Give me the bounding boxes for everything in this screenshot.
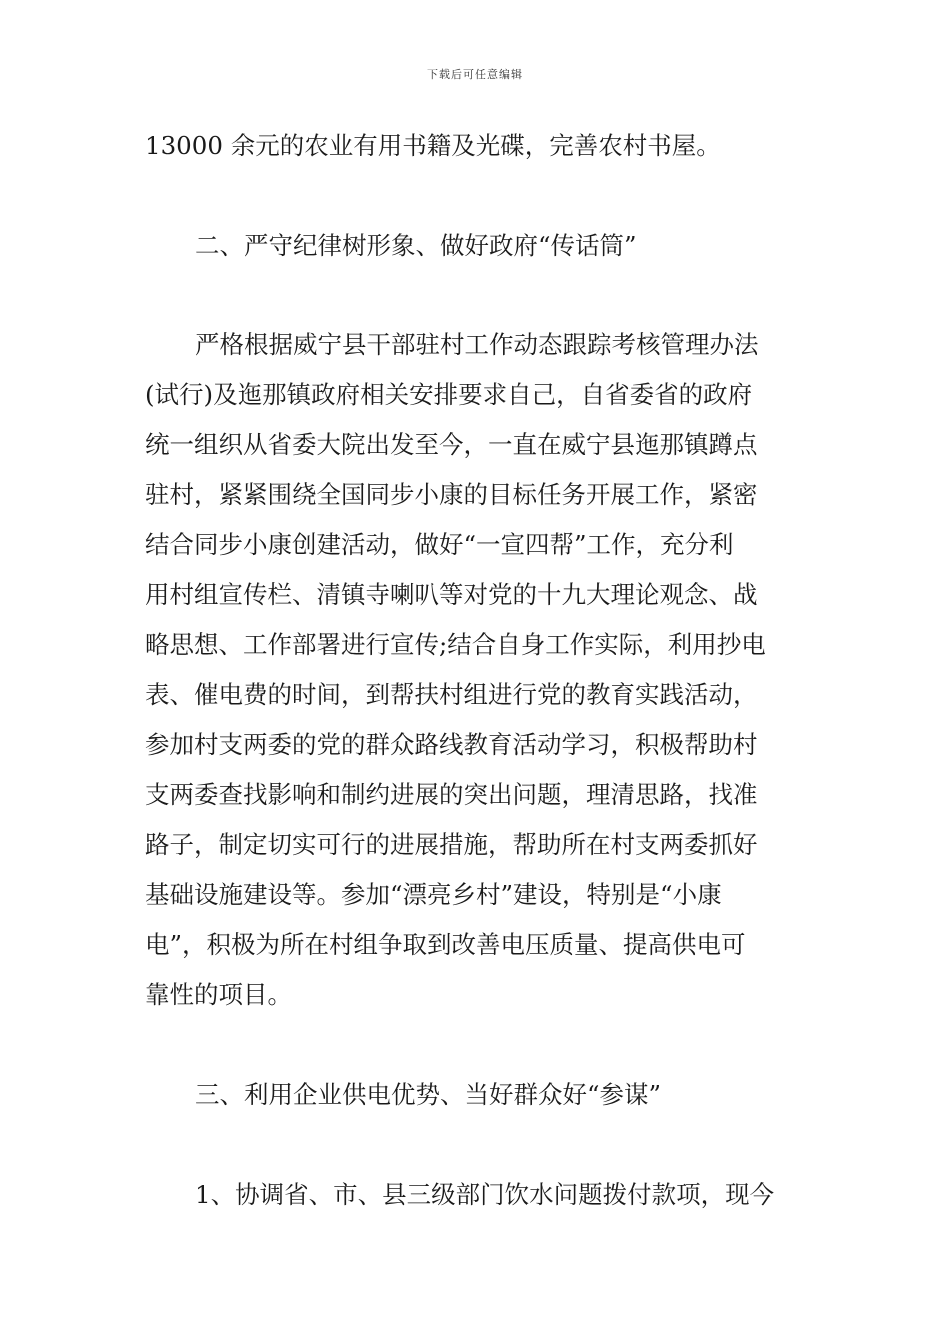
text-line: 统一组织从省委大院出发至今，一直在威宁县迤那镇蹲点 [145, 430, 758, 459]
section-heading-2 [145, 221, 810, 271]
text-line: 驻村，紧紧围绕全国同步小康的目标任务开展工作，紧密 [145, 480, 758, 509]
text-line: (试行)及迤那镇政府相关安排要求自己，自省委省的政府 [145, 380, 753, 409]
heading-text: 三、利用企业供电优势、当好群众好“参谋” [195, 1080, 662, 1109]
text-line: 1、协调省、市、县三级部门饮水问题拨付款项，现今 [195, 1180, 775, 1209]
text-line: 电”，积极为所在村组争取到改善电压质量、提高供电可 [145, 930, 746, 959]
paragraph-section-2 [145, 320, 810, 1020]
paragraph-continuation [145, 121, 810, 171]
text-line: 支两委查找影响和制约进展的突出问题，理清思路，找准 [145, 780, 758, 809]
text-line: 基础设施建设等。参加“漂亮乡村”建设，特别是“小康 [145, 880, 722, 909]
text-line: 13000 余元的农业有用书籍及光碟，完善农村书屋。 [145, 131, 721, 160]
text-line: 略思想、工作部署进行宣传;结合自身工作实际，利用抄电 [145, 630, 766, 659]
text-line: 靠性的项目。 [145, 980, 292, 1009]
text-line: 严格根据威宁县干部驻村工作动态跟踪考核管理办法 [195, 330, 759, 359]
text-line: 表、催电费的时间，到帮扶村组进行党的教育实践活动， [145, 680, 758, 709]
text-line: 结合同步小康创建活动，做好“一宣四帮”工作，充分利 [145, 530, 734, 559]
page-header-note: 下载后可任意编辑 [427, 68, 523, 81]
section-heading-3 [145, 1070, 810, 1120]
paragraph-section-3 [145, 1170, 810, 1220]
text-line: 参加村支两委的党的群众路线教育活动学习，积极帮助村 [145, 730, 758, 759]
text-line: 路子，制定切实可行的进展措施，帮助所在村支两委抓好 [145, 830, 758, 859]
text-line: 用村组宣传栏、清镇寺喇叭等对党的十九大理论观念、战 [145, 580, 758, 609]
heading-text: 二、严守纪律树形象、做好政府“传话筒” [195, 231, 637, 260]
